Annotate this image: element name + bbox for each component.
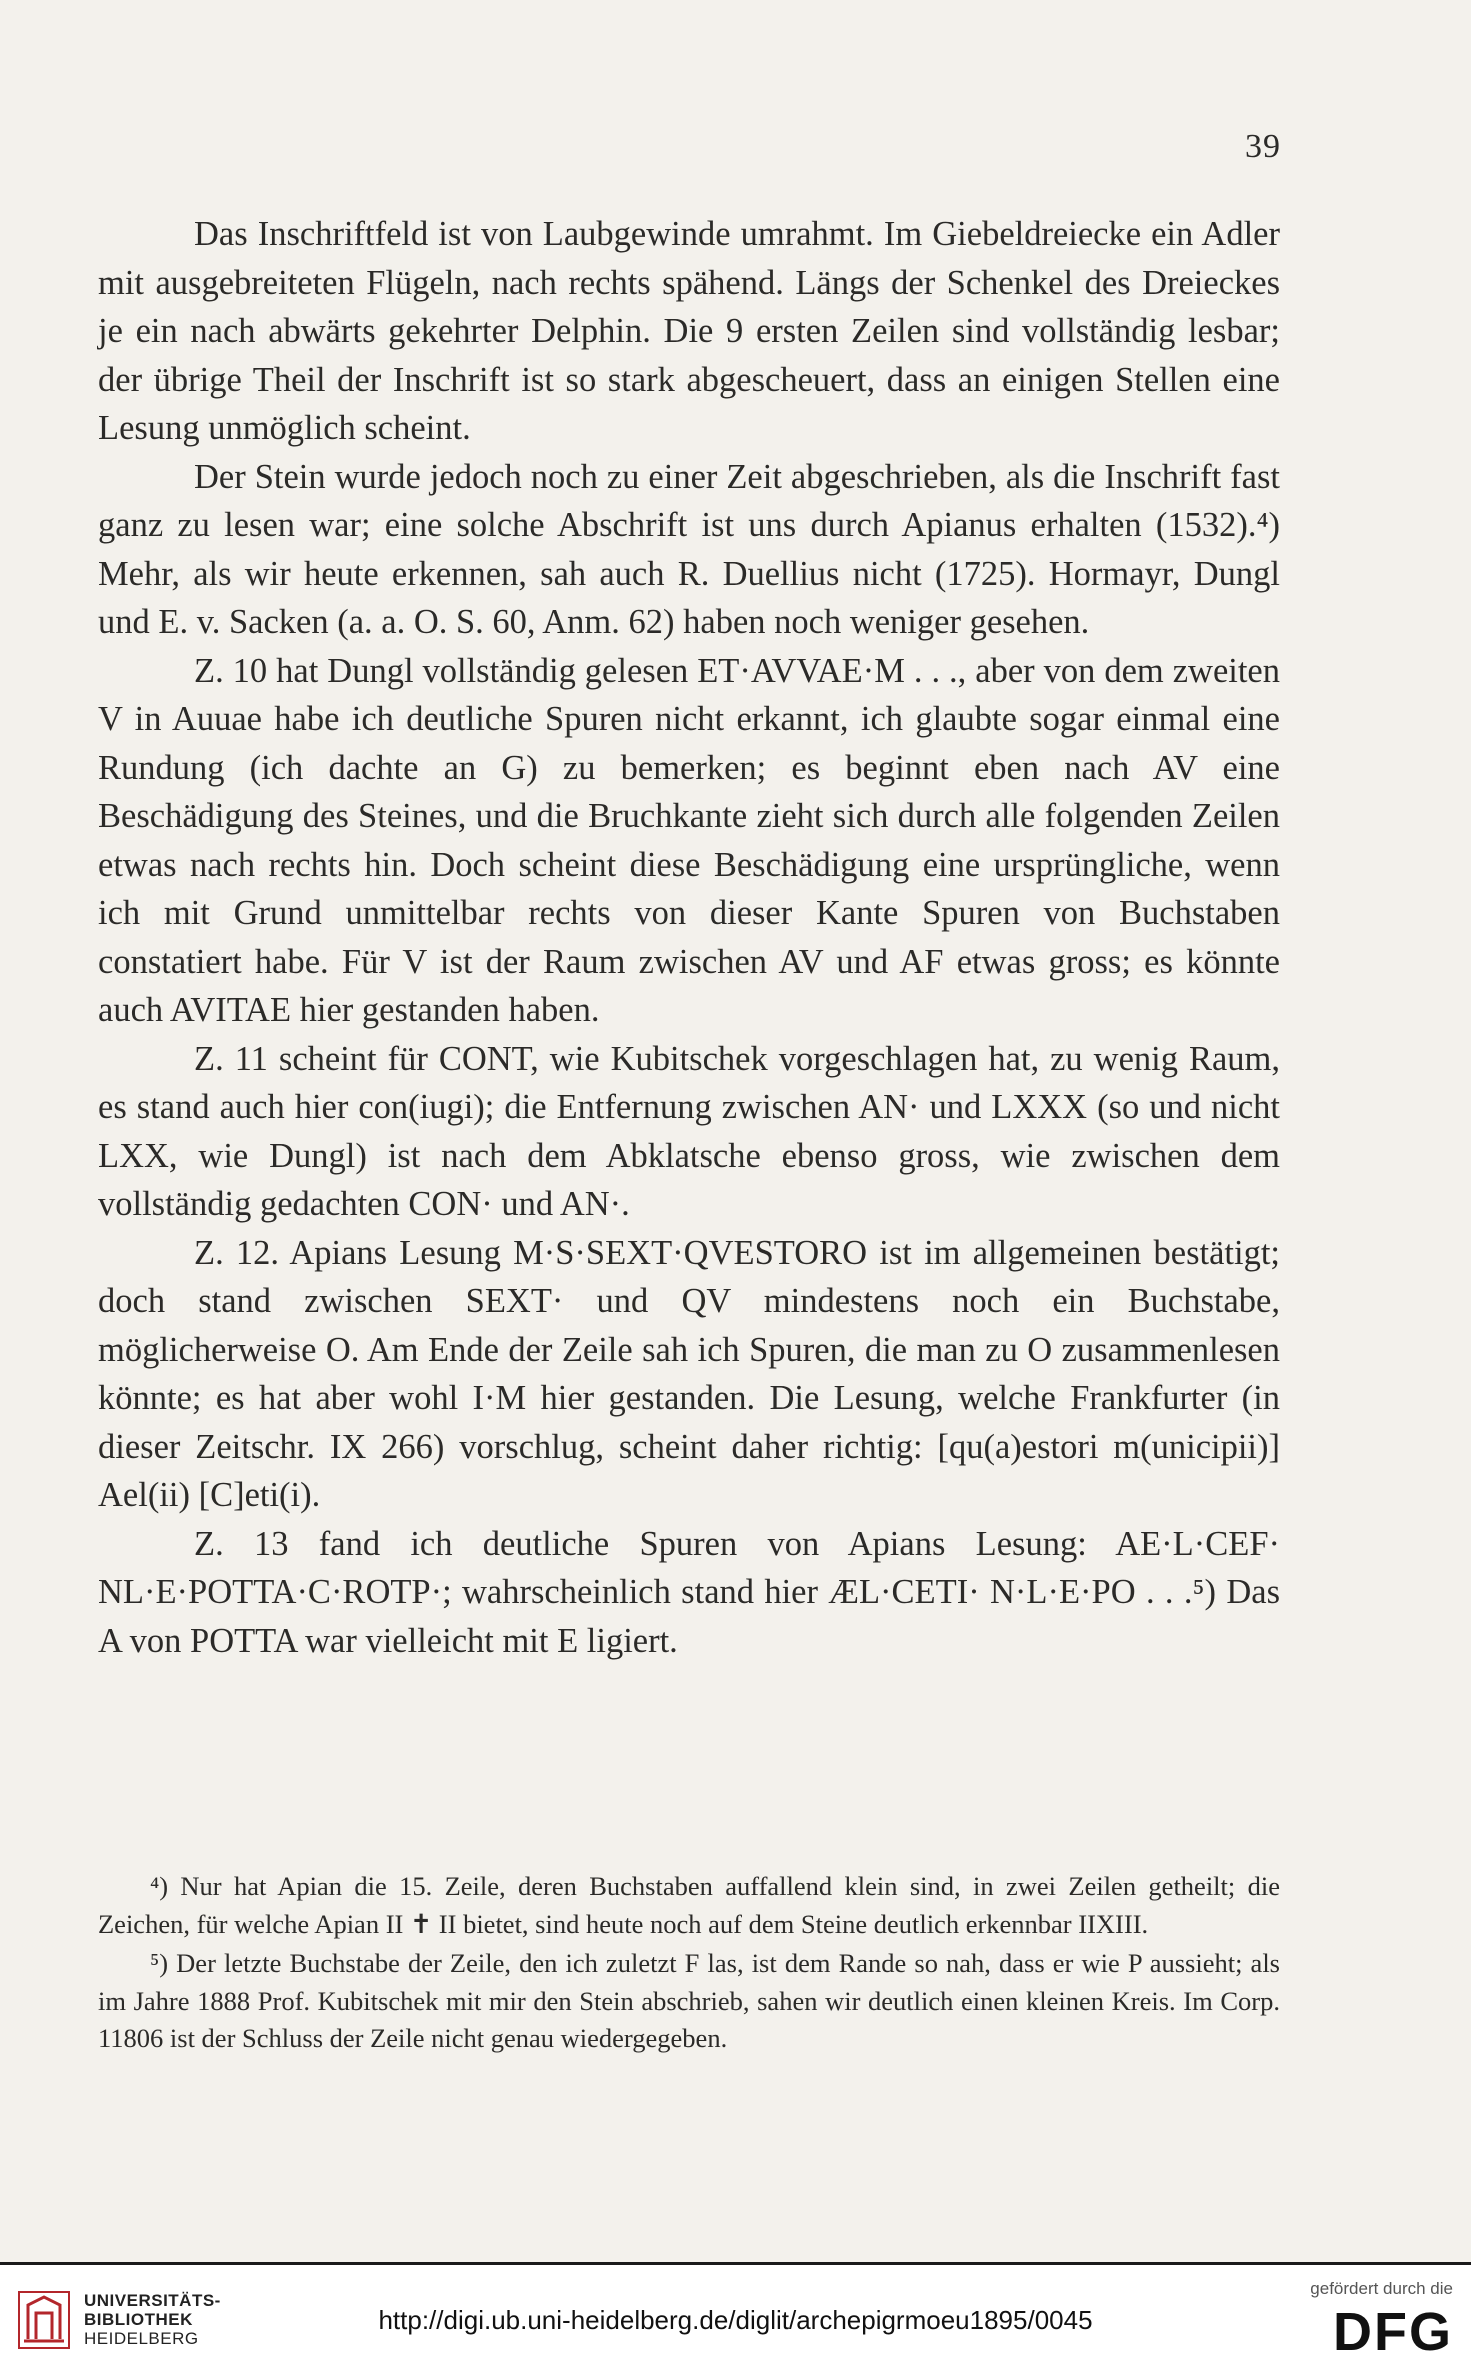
page-number: 39	[1245, 128, 1281, 165]
body-text	[98, 210, 1280, 1665]
footnotes	[98, 1868, 1280, 2060]
paragraph-2: Der Stein wurde jedoch noch zu einer Zeit abgeschrieben, als die Inschrift fast ganz zu lesen war; eine solche Abschrift ist uns durch Apianus erhalten (1532).⁴) Mehr, als wir heute erkennen, sah auch R. Duellius nicht (1725). Hormayr, Dungl und E. v. Sacken (a. a. O. S. 60, Anm. 62) haben noch weniger gesehen.	[98, 457, 1280, 641]
paragraph-6: Z. 13 fand ich deutliche Spuren von Apians Lesung: AE·L·CEF· NL·E·POTTA·C·ROTP·; wahrscheinlich stand hier ÆL·CETI· N·L·E·PO . . .⁵) Das A von POTTA war vielleicht mit E ligiert.	[98, 1524, 1280, 1660]
institution-name: UNIVERSITÄTS- BIBLIOTHEK HEIDELBERG	[84, 2291, 221, 2348]
dfg-logo: DFG	[1333, 2302, 1453, 2362]
paragraph-3: Z. 10 hat Dungl vollständig gelesen ET·AVVAE·M . . ., aber von dem zweiten V in Auuae habe ich deutliche Spuren nicht erkannt, ich glaubte sogar einmal eine Rundung (ich dachte an G) zu bemerken; es beginnt eben nach AV eine Beschädigung des Steines, und die Bruchkante zieht sich durch alle folgenden Zeilen etwas nach rechts hin. Doch scheint diese Beschädigung eine ursprüngliche, wenn ich mit Grund unmittelbar rechts von dieser Kante Spuren von Buchstaben constatiert habe. Für V ist der Raum zwischen AV und AF etwas gross; es könnte auch AVITAE hier gestanden haben.	[98, 651, 1280, 1029]
paragraph-4: Z. 11 scheint für CONT, wie Kubitschek vorgeschlagen hat, zu wenig Raum, es stand auch hier con(iugi); die Entfernung zwischen AN· und LXXX (so und nicht LXX, wie Dungl) ist nach dem Abklatsche ebenso gross, wie zwischen dem vollständig gedachten CON· und AN·.	[98, 1039, 1280, 1223]
footnote-5: ⁵) Der letzte Buchstabe der Zeile, den ich zuletzt F las, ist dem Rande so nah, dass er wie P aussieht; als im Jahre 1888 Prof. Kubitschek mit mir den Stein abschrieb, sahen wir deutlich einen kleinen Kreis. Im Corp. 11806 ist der Schluss der Zeile nicht genau wiedergegeben.	[98, 1948, 1280, 2053]
permalink[interactable]: http://digi.ub.uni-heidelberg.de/diglit/archepigrmoeu1895/0045	[378, 2305, 1093, 2335]
paragraph-5: Z. 12. Apians Lesung M·S·SEXT·QVESTORO ist im allgemeinen bestätigt; doch stand zwischen SEXT· und QV mindestens noch ein Buchstabe, möglicherweise O. Am Ende der Zeile sah ich Spuren, die man zu O zusammenlesen könnte; es hat aber wohl I·M hier gestanden. Die Lesung, welche Frankfurter (in dieser Zeitschr. IX 266) vorschlug, scheint daher richtig: [qu(a)estori m(unicipii)] Ael(ii) [C]eti(i).	[98, 1233, 1280, 1514]
paragraph-1: Das Inschriftfeld ist von Laubgewinde umrahmt. Im Giebeldreiecke ein Adler mit ausgebreiteten Flügeln, nach rechts spähend. Längs der Schenkel des Dreieckes je ein nach abwärts gekehrter Delphin. Die 9 ersten Zeilen sind vollständig lesbar; der übrige Theil der Inschrift ist so stark abgescheuert, dass an einigen Stellen eine Lesung unmöglich scheint.	[98, 215, 1280, 447]
footnote-4: ⁴) Nur hat Apian die 15. Zeile, deren Buchstaben auffallend klein sind, in zwei Zeilen getheilt; die Zeichen, für welche Apian II ✝ II bietet, sind heute noch auf dem Steine deutlich erkennbar IIXIII.	[98, 1871, 1280, 1939]
funder-label: gefördert durch die	[1310, 2279, 1453, 2298]
funder-block	[1310, 2279, 1453, 2362]
footer-bar	[0, 2265, 1471, 2372]
